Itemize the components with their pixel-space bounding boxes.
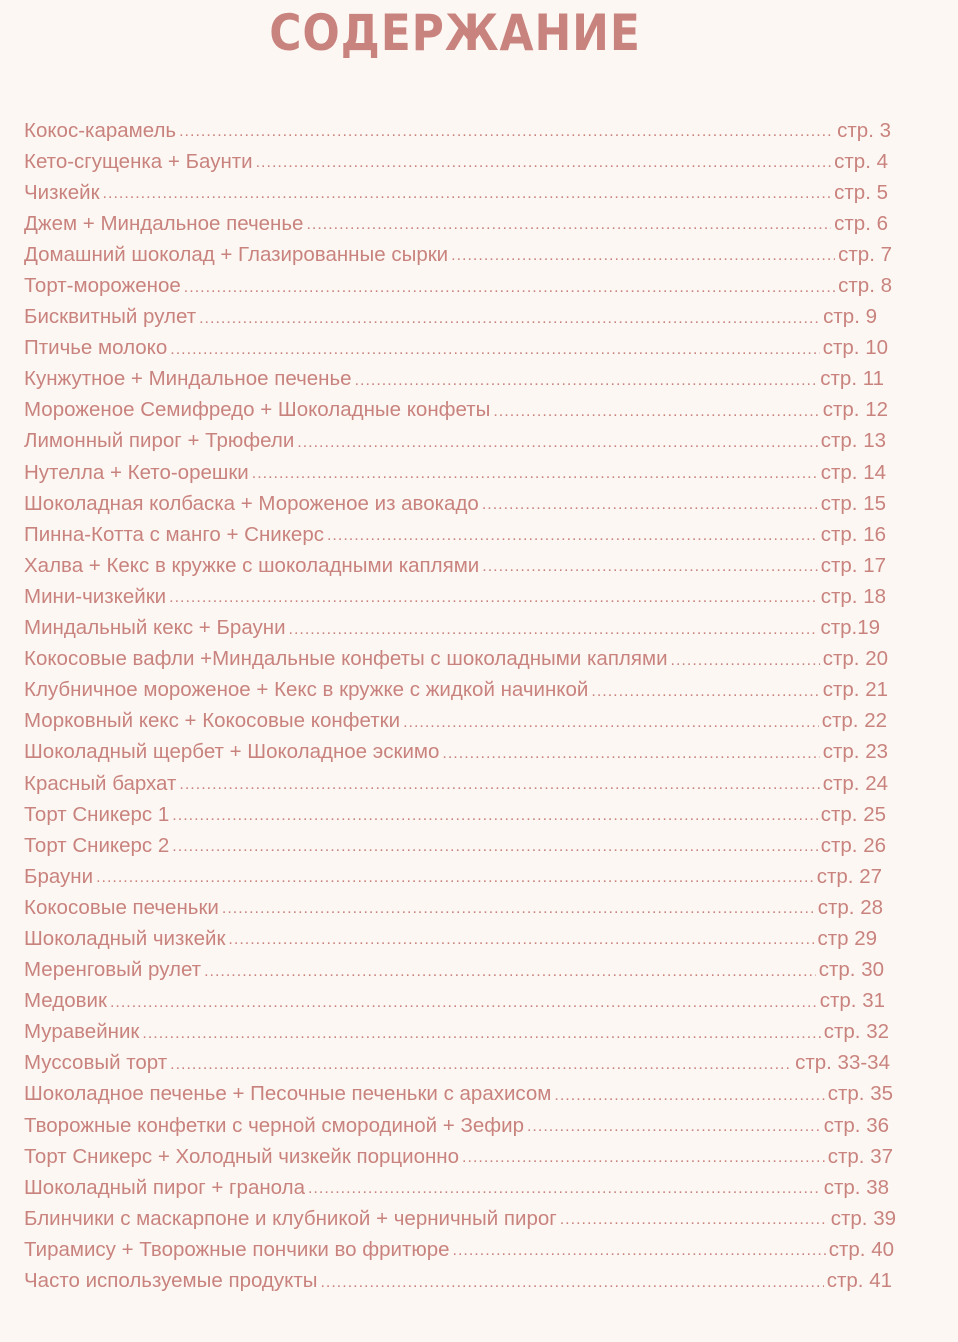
toc-entry-page: стр. 24 (822, 771, 888, 795)
toc-entry-page: стр. 10 (822, 336, 888, 360)
toc-entry[interactable] (24, 519, 886, 550)
toc-entry[interactable] (24, 644, 888, 675)
dot-leader (442, 745, 819, 763)
toc-entry[interactable] (24, 955, 884, 986)
toc-entry-page: стр. 22 (821, 709, 887, 733)
dot-leader (252, 465, 818, 483)
toc-entry-page: стр.19 (820, 616, 880, 640)
dot-leader (493, 403, 819, 421)
toc-entry-title: Мини-чизкейки (24, 585, 169, 609)
dot-leader (451, 247, 835, 265)
toc-entry-page: стр. 16 (820, 522, 886, 546)
dot-leader (256, 154, 832, 172)
dot-leader (179, 776, 819, 794)
dot-leader (222, 900, 815, 918)
toc-entry-title: Кокос-карамель (24, 119, 179, 143)
toc-entry[interactable] (24, 115, 891, 146)
toc-entry-title: Шоколадный чизкейк (24, 927, 228, 951)
toc-entry-title: Нутелла + Кето-орешки (24, 461, 252, 485)
dot-leader (527, 1118, 821, 1136)
toc-entry[interactable] (24, 923, 877, 954)
dot-leader (591, 683, 819, 701)
toc-entry[interactable] (24, 1079, 893, 1110)
toc-entry-page: стр. 12 (822, 398, 888, 422)
toc-entry-title: Шоколадный пирог + гранола (24, 1176, 308, 1200)
toc-entry-page: стр. 15 (820, 491, 886, 515)
dot-leader (96, 869, 814, 887)
toc-entry[interactable] (24, 706, 887, 737)
toc-entry-page: стр. 9 (823, 305, 877, 329)
toc-entry-page: стр 29 (817, 926, 877, 950)
toc-entry[interactable] (24, 177, 888, 208)
toc-entry-title: Торт Сникерс 2 (24, 834, 172, 858)
dot-leader (228, 931, 814, 949)
toc-entry-title: Меренговый рулет (24, 958, 204, 982)
dot-leader (355, 372, 818, 390)
toc-entry-title: Муравейник (24, 1020, 142, 1044)
toc-entry-title: Красный бархат (24, 772, 179, 796)
dot-leader (204, 963, 816, 981)
toc-entry[interactable] (24, 986, 885, 1017)
toc-entry[interactable] (24, 395, 888, 426)
dot-leader (327, 527, 818, 545)
toc-entry[interactable] (24, 208, 888, 239)
toc-entry-page: стр. 41 (826, 1269, 892, 1293)
toc-entry-page: стр. 26 (820, 833, 886, 857)
toc-entry-page: стр. 23 (822, 740, 888, 764)
toc-entry-title: Морковный кекс + Кокосовые конфетки (24, 709, 403, 733)
dot-leader (308, 1180, 821, 1198)
dot-leader (671, 652, 820, 670)
dot-leader (110, 994, 817, 1012)
dot-leader (403, 714, 819, 732)
toc-entry-page: стр. 35 (827, 1082, 893, 1106)
toc-entry-page: стр. 37 (827, 1144, 893, 1168)
toc-entry-page: стр. 20 (822, 647, 888, 671)
toc-entry-page: стр. 13 (820, 429, 886, 453)
toc-entry[interactable] (24, 830, 886, 861)
dot-leader (560, 1211, 828, 1229)
page-title: СОДЕРЖАНИЕ (269, 4, 641, 62)
dot-leader (179, 123, 834, 141)
toc-entry-title: Пинна-Котта с манго + Сникерс (24, 523, 327, 547)
toc-entry[interactable] (24, 364, 884, 395)
dot-leader (306, 216, 831, 234)
toc-entry-title: Бисквитный рулет (24, 305, 199, 329)
toc-entry-page: стр. 3 (837, 118, 891, 142)
toc-entry-title: Клубничное мороженое + Кекс в кружке с жидкой начинкой (24, 678, 591, 702)
dot-leader (184, 279, 835, 297)
toc-entry[interactable] (24, 1234, 894, 1265)
toc-entry-title: Тирамису + Творожные пончики во фритюре (24, 1238, 453, 1262)
toc-entry[interactable] (24, 146, 888, 177)
toc-entry-title: Торт Сникерс + Холодный чизкейк порционно (24, 1145, 462, 1169)
toc-entry-title: Джем + Миндальное печенье (24, 212, 306, 236)
toc-entry[interactable] (24, 1203, 896, 1234)
toc-entry[interactable] (24, 768, 888, 799)
toc-entry-title: Кокосовые печеньки (24, 896, 222, 920)
toc-entry-title: Творожные конфетки с черной смородиной + Зефир (24, 1114, 527, 1138)
toc-entry-page: стр. 27 (816, 864, 882, 888)
toc-entry-page: стр. 6 (834, 211, 888, 235)
toc-entry[interactable] (24, 239, 892, 270)
toc-entry[interactable] (24, 737, 888, 768)
toc-entry-page: стр. 8 (838, 274, 892, 298)
toc-entry-title: Чизкейк (24, 181, 103, 205)
dot-leader (482, 496, 818, 514)
toc-entry[interactable] (24, 861, 882, 892)
toc-entry-page: стр. 4 (834, 149, 888, 173)
toc-entry[interactable] (24, 1048, 890, 1079)
toc-entry-title: Медовик (24, 989, 110, 1013)
toc-entry[interactable] (24, 1265, 892, 1296)
dot-leader (289, 621, 818, 639)
toc-entry-title: Муссовый торт (24, 1051, 170, 1075)
toc-entry-page: стр. 36 (823, 1113, 889, 1137)
toc-entry-title: Брауни (24, 865, 96, 889)
toc-entry[interactable] (24, 426, 886, 457)
dot-leader (320, 1274, 823, 1292)
toc-entry-page: стр. 31 (819, 989, 885, 1013)
toc-entry-page: стр. 40 (828, 1237, 894, 1261)
toc-entry-title: Птичье молоко (24, 336, 170, 360)
toc-entry-title: Торт-мороженое (24, 274, 184, 298)
toc-entry-title: Шоколадный щербет + Шоколадное эскимо (24, 740, 442, 764)
toc-entry-title: Лимонный пирог + Трюфели (24, 429, 297, 453)
dot-leader (172, 838, 817, 856)
toc-entry[interactable] (24, 488, 886, 519)
toc-entry-page: стр. 25 (820, 802, 886, 826)
toc-entry-title: Домашний шоколад + Глазированные сырки (24, 243, 451, 267)
dot-leader (554, 1087, 824, 1105)
toc-entry-title: Часто используемые продукты (24, 1269, 320, 1293)
toc-entry-page: стр. 5 (834, 180, 888, 204)
toc-entry-page: стр. 11 (820, 367, 884, 391)
dot-leader (170, 1056, 792, 1074)
dot-leader (453, 1242, 826, 1260)
dot-leader (199, 310, 820, 328)
toc-entry[interactable] (24, 613, 880, 644)
toc-entry[interactable] (24, 270, 892, 301)
toc-entry[interactable] (24, 302, 877, 333)
toc-entry-title: Шоколадное печенье + Песочные печеньки с арахисом (24, 1082, 554, 1106)
dot-leader (170, 341, 819, 359)
toc-entry[interactable] (24, 675, 888, 706)
table-of-contents (24, 115, 896, 1297)
toc-entry-page: стр. 7 (838, 242, 892, 266)
toc-entry[interactable] (24, 1172, 889, 1203)
dot-leader (297, 434, 818, 452)
dot-leader (142, 1025, 820, 1043)
toc-entry[interactable] (24, 1017, 889, 1048)
dot-leader (169, 589, 818, 607)
toc-entry-title: Шоколадная колбаска + Мороженое из авокадо (24, 492, 482, 516)
toc-entry[interactable] (24, 1110, 889, 1141)
toc-entry-page: стр. 30 (818, 958, 884, 982)
toc-entry-title: Кето-сгущенка + Баунти (24, 150, 256, 174)
dot-leader (482, 558, 818, 576)
toc-entry-title: Кокосовые вафли +Миндальные конфеты с шоколадными каплями (24, 647, 671, 671)
toc-entry-title: Кунжутное + Миндальное печенье (24, 367, 355, 391)
toc-entry-title: Мороженое Семифредо + Шоколадные конфеты (24, 398, 493, 422)
toc-entry-page: стр. 14 (820, 460, 886, 484)
toc-entry[interactable] (24, 457, 886, 488)
toc-entry-title: Халва + Кекс в кружке с шоколадными каплями (24, 554, 482, 578)
toc-entry-page: стр. 38 (823, 1175, 889, 1199)
toc-entry-page: стр. 18 (820, 584, 886, 608)
toc-entry[interactable] (24, 581, 886, 612)
dot-leader (462, 1149, 825, 1167)
dot-leader (103, 185, 832, 203)
toc-entry[interactable] (24, 550, 886, 581)
toc-entry-page: стр. 32 (823, 1020, 889, 1044)
toc-entry-title: Миндальный кекс + Брауни (24, 616, 289, 640)
toc-entry-page: стр. 28 (817, 895, 883, 919)
toc-entry[interactable] (24, 799, 886, 830)
toc-entry-page: стр. 21 (822, 678, 888, 702)
toc-entry[interactable] (24, 333, 888, 364)
toc-entry-title: Торт Сникерс 1 (24, 803, 172, 827)
toc-entry-page: стр. 33-34 (795, 1051, 890, 1075)
dot-leader (172, 807, 817, 825)
toc-entry-title: Блинчики с маскарпоне и клубникой + черничный пирог (24, 1207, 560, 1231)
toc-entry[interactable] (24, 892, 883, 923)
toc-entry[interactable] (24, 1141, 893, 1172)
toc-entry-page: стр. 17 (820, 553, 886, 577)
toc-entry-page: стр. 39 (830, 1206, 896, 1230)
